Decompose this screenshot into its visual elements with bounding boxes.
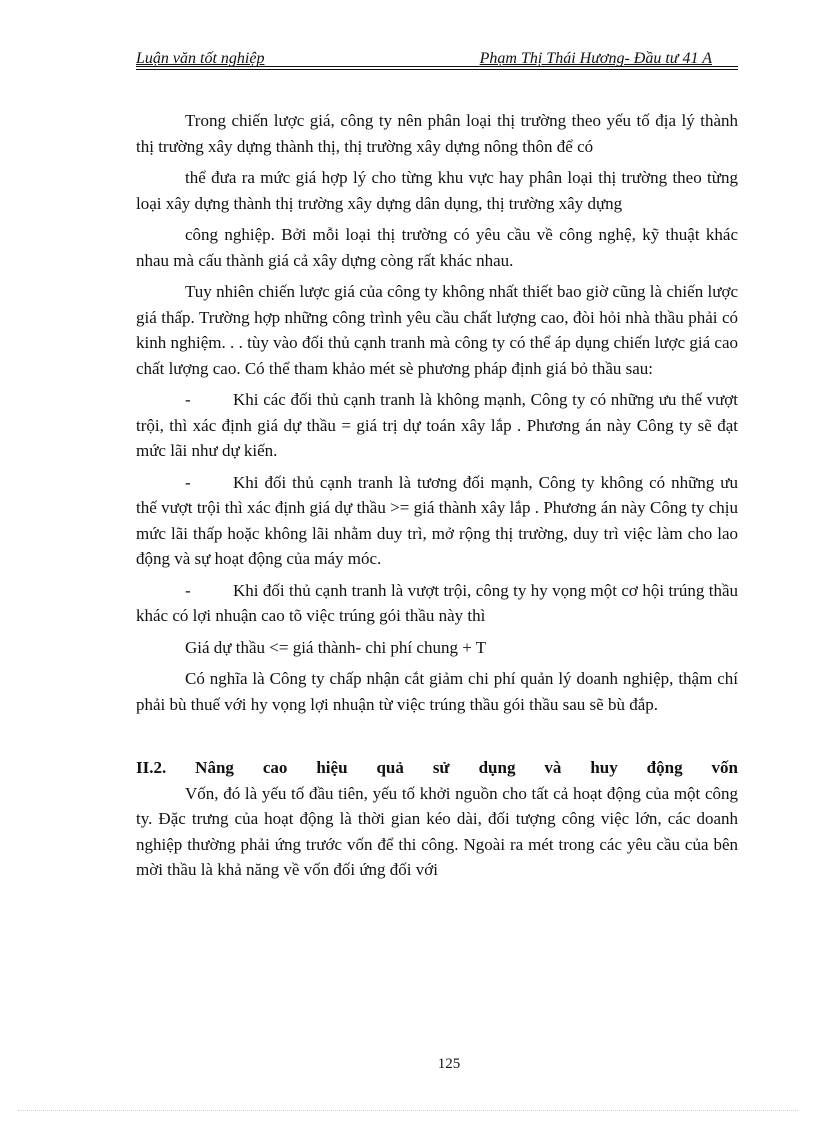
paragraph-market-types: thể đưa ra mức giá hợp lý cho từng khu vực hay phân loại thị trường theo từng loại xây dựng thành thị trường xây dựng dân dụng, thị trường xây dựng [136, 168, 738, 213]
bullet-dash: - [185, 580, 191, 600]
bullet-dash: - [185, 390, 191, 409]
header-thesis-title: Luận văn tốt nghiệp [136, 50, 265, 67]
paragraph-capital: Vốn, đó là yếu tố đầu tiên, yếu tố khởi nguồn cho tất cả hoạt động của một công ty. Đặc trưng của hoạt động là thời gian kéo dài, đối tượng công việc lớn, các doanh nghiệp thường phải ứng trước vốn để thi công. Ngoài ra mét trong các yêu cầu của bên mời thầu là khả năng về vốn đối ứng đối với [136, 783, 738, 879]
page-header [136, 49, 738, 69]
bullet-item-weak-competitors [136, 387, 738, 464]
bid-price-formula: Giá dự thầu <= giá thành- chi phí chung + T [185, 637, 487, 657]
bullet-text: Khi các đối thủ cạnh tranh là không mạnh, Công ty có những ưu thế vượt trội, thì xác định giá dự thầu = giá trị dự toán xây lắp . Phương án này Công ty sẽ đạt mức lãi như dự kiến. [136, 390, 738, 460]
bullet-text: Khi đối thủ cạnh tranh là vượt trội, công ty hy vọng một cơ hội trúng thầu khác có lợi nhuận cao tõ việc trúng gói thầu này thì [136, 580, 738, 625]
page-body [136, 108, 738, 883]
page-bottom-border [18, 1110, 798, 1111]
header-rule [136, 66, 738, 67]
page-number: 125 [437, 1056, 461, 1072]
bullet-item-strong-competitors [136, 470, 738, 572]
paragraph-cost-cutting: Có nghĩa là Công ty chấp nhận cắt giảm chi phí quản lý doanh nghiệp, thậm chí phải bù thuế với hy vọng lợi nhuận từ việc trúng thầu gói thầu sau sẽ bù đắp. [136, 669, 738, 714]
bullet-item-superior-competitors [136, 578, 738, 629]
paragraph-industrial: công nghiệp. Bởi mỗi loại thị trường có yêu cầu về công nghệ, kỹ thuật khác nhau mà cấu thành giá cả xây dựng còng rất khác nhau. [136, 225, 738, 270]
paragraph-price-strategy: Trong chiến lược giá, công ty nên phân loại thị trường theo yếu tố địa lý thành thị trường xây dựng thành thị, thị trường xây dựng nông thôn để có [136, 111, 738, 156]
bullet-dash: - [185, 472, 191, 492]
section-heading: II.2. Nâng cao hiệu quả sử dụng và huy động vốn [136, 758, 738, 777]
header-rule-double [136, 69, 738, 70]
bullet-text: Khi đối thủ cạnh tranh là tương đối mạnh, Công ty không có những ưu thế vượt trội thì xác định giá dự thầu >= giá thành xây lắp . Phương án này Công ty chịu mức lãi thấp hoặc không lãi nhằm duy trì, mở rộng thị trường, duy trì việc làm cho lao động và sự hoạt động của máy móc. [136, 472, 738, 568]
header-author: Phạm Thị Thái Hương- Đầu tư 41 A [479, 50, 712, 67]
paragraph-low-price: Tuy nhiên chiến lược giá của công ty không nhất thiết bao giờ cũng là chiến lược giá thấp. Trường hợp những công trình yêu cầu chất lượng cao, đòi hỏi nhà thầu phải có kinh nghiệm. . . tùy vào đối thủ cạnh tranh mà công ty có thể áp dụng chiến lược giá cao chất lượng cao. Có thể tham khảo mét sè phương pháp định giá bỏ thầu sau: [136, 282, 738, 378]
